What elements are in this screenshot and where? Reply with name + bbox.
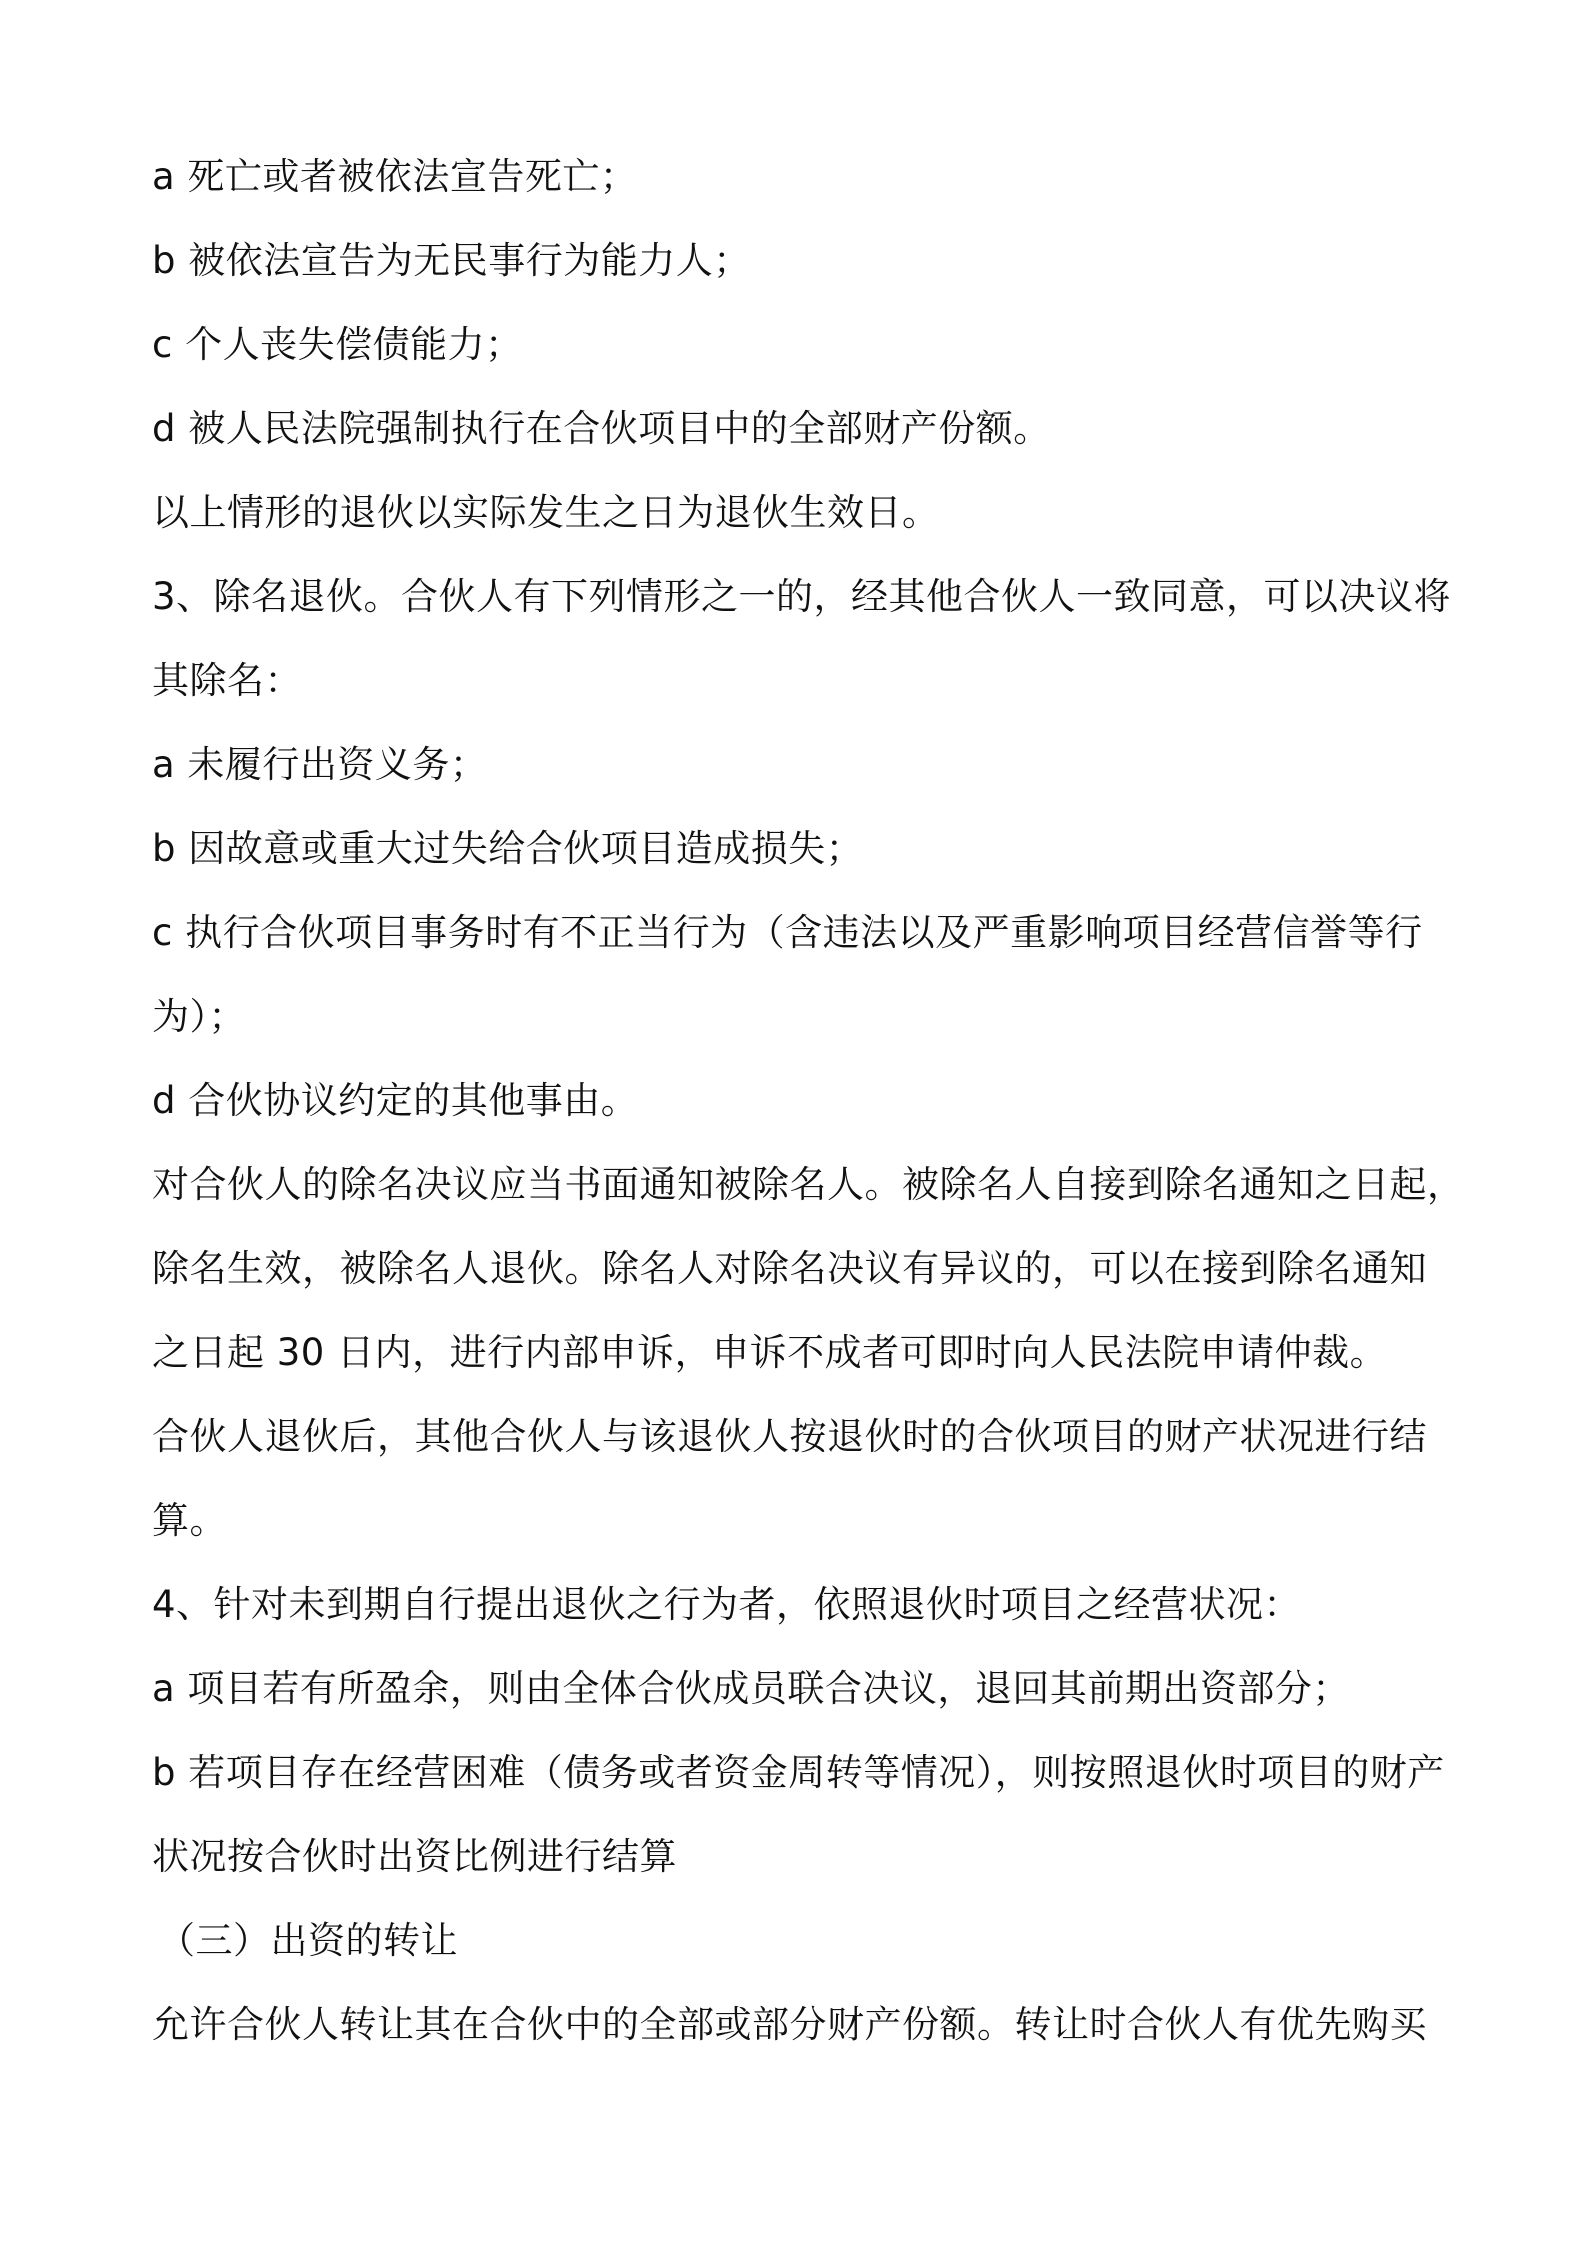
expulsion-item-b: b 因故意或重大过失给合伙项目造成损失；: [152, 827, 864, 870]
subsection-three-heading: （三）出资的转让: [158, 1919, 458, 1962]
section-3-heading-cont: 其除名：: [152, 659, 302, 702]
item-c-insolvency: c 个人丧失偿债能力；: [152, 323, 523, 366]
expulsion-item-c-cont: 为）；: [152, 995, 246, 1038]
section-4-item-b: b 若项目存在经营困难（债务或者资金周转等情况），则按照退伙时项目的财产: [152, 1751, 1445, 1794]
section-4-item-a: a 项目若有所盈余，则由全体合伙成员联合决议，退回其前期出资部分；: [152, 1667, 1350, 1710]
section-4-item-b-cont: 状况按合伙时出资比例进行结算: [152, 1835, 677, 1878]
withdrawal-effective-date: 以上情形的退伙以实际发生之日为退伙生效日。: [152, 491, 940, 534]
expulsion-item-d: d 合伙协议约定的其他事由。: [152, 1079, 639, 1122]
settlement-paragraph-cont: 算。: [152, 1499, 227, 1542]
section-3-heading: 3、除名退伙。合伙人有下列情形之一的，经其他合伙人一致同意，可以决议将: [152, 575, 1452, 618]
document-body: [152, 135, 1465, 2067]
expulsion-item-c: c 执行合伙项目事务时有不正当行为（含违法以及严重影响项目经营信誉等行: [152, 911, 1423, 954]
item-b-incapacity: b 被依法宣告为无民事行为能力人；: [152, 239, 751, 282]
expulsion-notice-paragraph-3: 之日起 30 日内，进行内部申诉，申诉不成者可即时向人民法院申请仲裁。: [152, 1331, 1388, 1374]
section-4-heading: 4、针对未到期自行提出退伙之行为者，依照退伙时项目之经营状况：: [152, 1583, 1302, 1626]
item-d-enforcement: d 被人民法院强制执行在合伙项目中的全部财产份额。: [152, 407, 1051, 450]
expulsion-notice-paragraph-2: 除名生效，被除名人退伙。除名人对除名决议有异议的，可以在接到除名通知: [152, 1247, 1427, 1290]
item-a-death: a 死亡或者被依法宣告死亡；: [152, 155, 638, 198]
expulsion-item-a: a 未履行出资义务；: [152, 743, 488, 786]
expulsion-notice-paragraph: 对合伙人的除名决议应当书面通知被除名人。被除名人自接到除名通知之日起，: [152, 1163, 1465, 1206]
transfer-paragraph: 允许合伙人转让其在合伙中的全部或部分财产份额。转让时合伙人有优先购买: [152, 2003, 1427, 2046]
settlement-paragraph: 合伙人退伙后，其他合伙人与该退伙人按退伙时的合伙项目的财产状况进行结: [152, 1415, 1427, 1458]
